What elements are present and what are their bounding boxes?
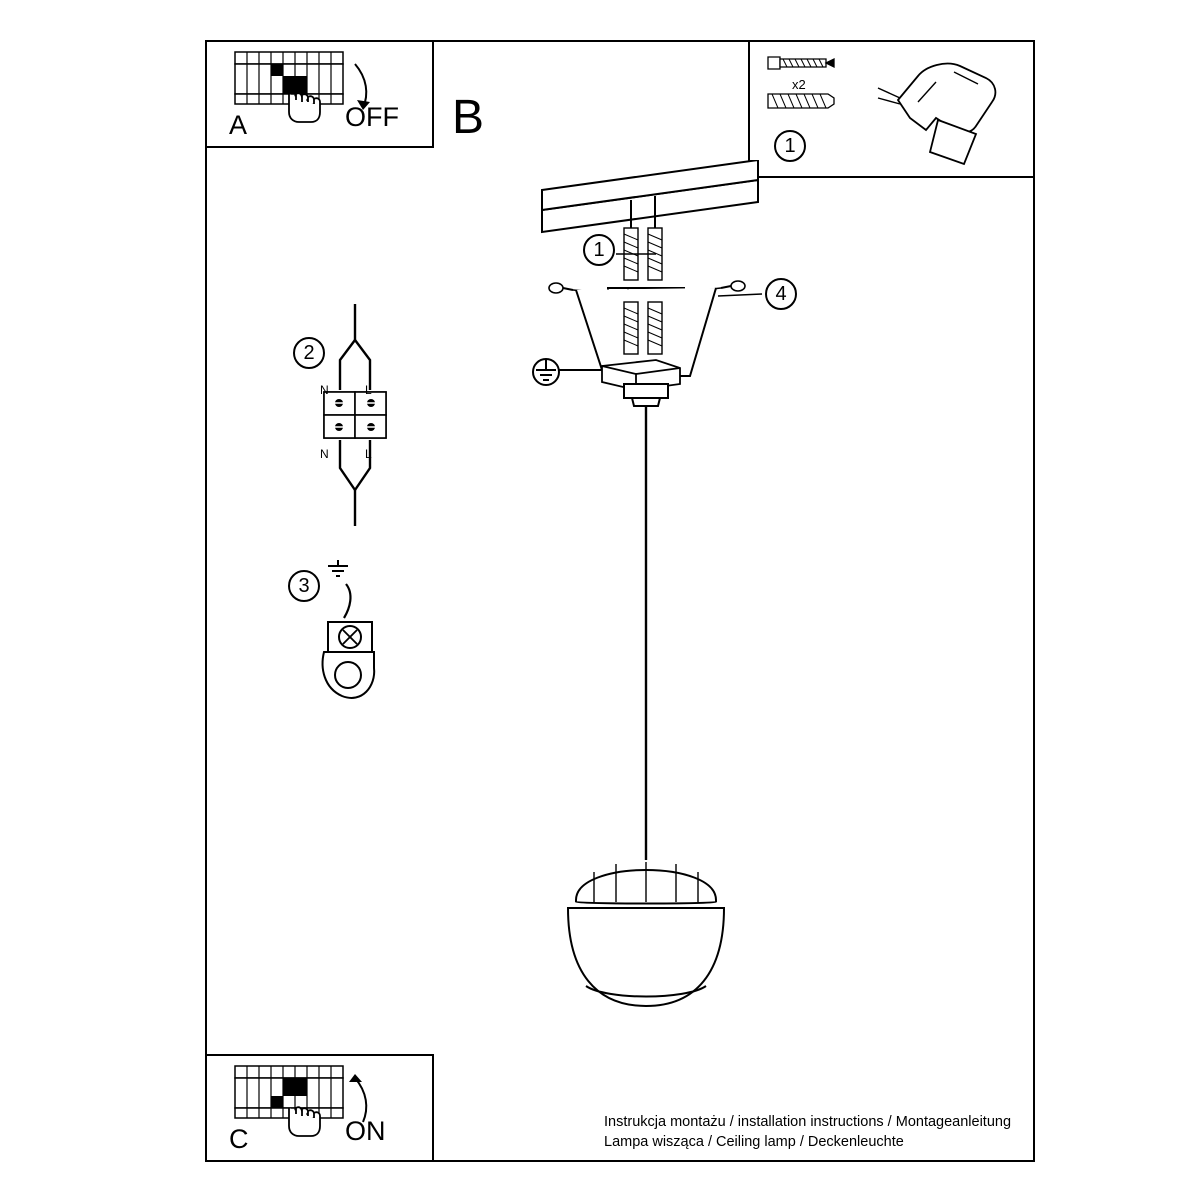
panel-a-state-label: OFF (345, 102, 399, 132)
earth-symbol-icon-main (533, 359, 602, 385)
step-1-leader-line (612, 238, 792, 278)
panel-c-switch-on (205, 1054, 434, 1162)
step-1-badge-main: 1 (583, 234, 615, 266)
panel-a-switch-off (205, 40, 434, 148)
footer-line-1: Instrukcja montażu / installation instructions / Montageanleitung (604, 1114, 1012, 1130)
step-4-badge-main: 4 (765, 278, 797, 310)
panel-b-letter: B (452, 91, 485, 144)
lamp-assembly-illustration (380, 160, 940, 1060)
terminal-label-n-top: N (320, 383, 329, 397)
panel-a-letter: A (229, 110, 248, 140)
step-1-badge-parts: 1 (774, 130, 806, 162)
footer-text (604, 1112, 1011, 1152)
footer-line-2: Lampa wisząca / Ceiling lamp / Deckenleuchte (604, 1134, 904, 1150)
terminal-label-n-bottom: N (320, 447, 329, 461)
panel-c-letter: C (229, 1124, 249, 1154)
terminal-label-l-top: L (365, 383, 372, 397)
panel-c-state-label: ON (345, 1116, 386, 1146)
step-3-badge: 3 (288, 570, 320, 602)
earth-symbol-icon (328, 560, 348, 576)
terminal-label-l-bottom: L (365, 447, 372, 461)
quantity-label-x2: x2 (792, 77, 806, 92)
step-4-leader-line (716, 284, 776, 314)
panel-parts-and-tools (748, 40, 1035, 178)
step-2-badge: 2 (293, 337, 325, 369)
